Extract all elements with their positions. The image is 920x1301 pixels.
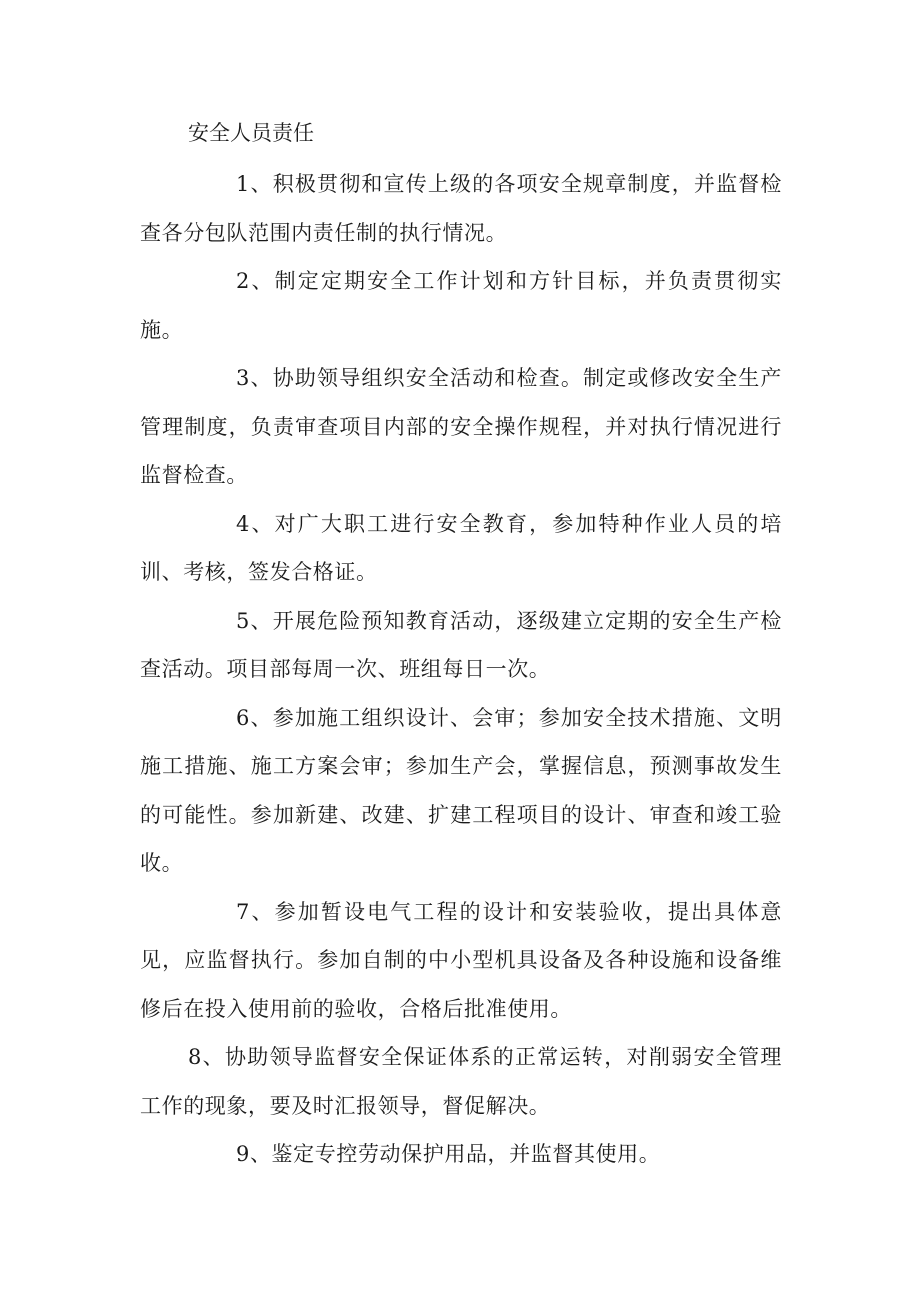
paragraph-4: 4、对广大职工进行安全教育，参加特种作业人员的培训、考核，签发合格证。 (140, 511, 782, 584)
paragraph-8: 8、协助领导监督安全保证体系的正常运转，对削弱安全管理工作的现象，要及时汇报领导，督促解决。 (140, 1045, 782, 1118)
paragraph-2: 2、制定定期安全工作计划和方针目标，并负责贯彻实施。 (140, 269, 782, 342)
paragraph-5: 5、开展危险预知教育活动，逐级建立定期的安全生产检查活动。项目部每周一次、班组每日一次。 (140, 608, 782, 681)
document-body (140, 160, 782, 1179)
document-title: 安全人员责任 (188, 121, 314, 145)
paragraph-3: 3、协助领导组织安全活动和检查。制定或修改安全生产管理制度，负责审查项目内部的安全操作规程，并对执行情况进行监督检查。 (140, 366, 782, 487)
paragraph-1: 1、积极贯彻和宣传上级的各项安全规章制度，并监督检查各分包队范围内责任制的执行情况。 (140, 172, 782, 245)
paragraph-9: 9、鉴定专控劳动保护用品，并监督其使用。 (236, 1142, 661, 1166)
paragraph-6: 6、参加施工组织设计、会审；参加安全技术措施、文明施工措施、施工方案会审；参加生产会，掌握信息，预测事故发生的可能性。参加新建、改建、扩建工程项目的设计、审查和竣工验收。 (140, 705, 782, 875)
paragraph-7: 7、参加暂设电气工程的设计和安装验收，提出具体意见，应监督执行。参加自制的中小型机具设备及各种设施和设备维修后在投入使用前的验收，合格后批准使用。 (140, 899, 782, 1021)
